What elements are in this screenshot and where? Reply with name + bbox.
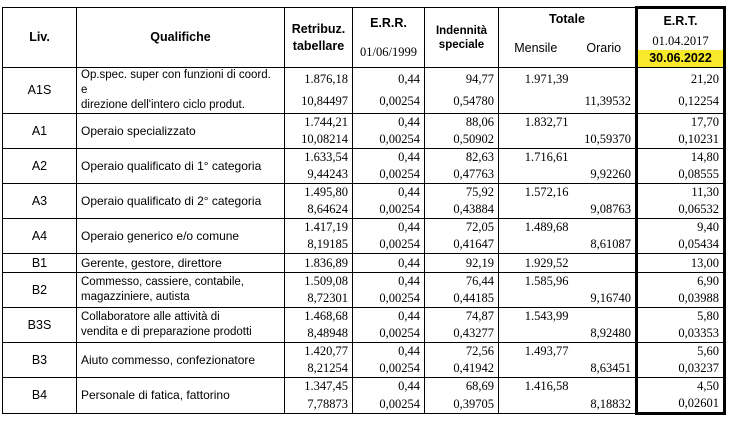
cell-err-hourly: 0,00254 [353,131,425,149]
cell-ert-hourly: 0,10231 [637,131,725,149]
cell-orario [573,254,637,273]
header-ert-label: E.R.T. [663,14,698,28]
cell-indennita-hourly: 0,43884 [425,201,499,219]
cell-retribuz: 1.509,08 [285,273,353,291]
cell-orario: 8,18832 [573,395,637,414]
cell-mensile: 1.832,71 [499,114,573,132]
cell-ert-hourly: 0,03988 [637,290,725,308]
cell-liv: A1 [3,114,77,149]
cell-retribuz-hourly: 8,48948 [285,325,353,343]
cell-retribuz-hourly: 9,44243 [285,166,353,184]
cell-orario: 10,59370 [573,131,637,149]
cell-liv: A1S [3,68,77,114]
header-row [3,8,725,31]
cell-qualifica-line2: magazziniere, autista [81,291,190,303]
cell-liv: A3 [3,184,77,219]
cell-mensile: 1.716,61 [499,149,573,167]
cell-err: 0,44 [353,343,425,361]
cell-liv: B3 [3,343,77,378]
header-retribuz [285,8,353,68]
header-qualifiche: Qualifiche [77,8,285,68]
cell-mensile: 1.971,39 [499,68,573,91]
cell-err: 0,44 [353,254,425,273]
header-indennita [425,8,499,68]
cell-err: 0,44 [353,184,425,202]
cell-ert: 17,70 [637,114,725,132]
cell-qualifica-line1: Commesso, cassiere, contabile, [81,276,244,288]
cell-liv: B3S [3,308,77,343]
cell-indennita-hourly: 0,54780 [425,91,499,114]
cell-retribuz: 1.633,54 [285,149,353,167]
cell-qualifica: Gerente, gestore, direttore [77,254,285,273]
cell-err-hourly: 0,00254 [353,395,425,414]
cell-err-hourly: 0,00254 [353,360,425,378]
cell-ert: 4,50 [637,378,725,396]
cell-mensile: 1.585,96 [499,273,573,291]
header-mensile: Mensile [499,30,573,67]
header-totale: Totale [499,8,637,31]
header-err-label: E.R.R. [370,15,407,30]
cell-mensile: 1.489,68 [499,219,573,237]
cell-err: 0,44 [353,378,425,396]
cell-ert: 13,00 [637,254,725,273]
cell-retribuz-hourly: 10,84497 [285,91,353,114]
cell-indennita-hourly: 0,43277 [425,325,499,343]
cell-retribuz-hourly: 10,08214 [285,131,353,149]
cell-retribuz-hourly: 8,19185 [285,236,353,254]
cell-mensile-empty [499,201,573,219]
table-body [3,68,725,414]
cell-orario-empty [573,114,637,132]
cell-mensile: 1.572,16 [499,184,573,202]
cell-mensile-empty [499,166,573,184]
cell-indennita: 76,44 [425,273,499,291]
cell-err: 0,44 [353,273,425,291]
cell-err-hourly: 0,00254 [353,325,425,343]
cell-liv: B4 [3,378,77,414]
table-row [3,343,725,361]
cell-qualifica-line2: direzione dell'intero ciclo produt. [81,99,245,111]
cell-qualifica: Operaio qualificato di 2° categoria [77,184,285,219]
cell-err-hourly: 0,00254 [353,166,425,184]
table-row [3,114,725,132]
cell-ert-hourly: 0,08555 [637,166,725,184]
cell-mensile-empty [499,290,573,308]
cell-ert: 5,60 [637,343,725,361]
cell-err-hourly: 0,00254 [353,236,425,254]
cell-mensile-empty [499,131,573,149]
cell-ert-hourly: 0,02601 [637,395,725,414]
cell-orario-empty [573,343,637,361]
cell-retribuz-hourly: 8,72301 [285,290,353,308]
cell-err-hourly: 0,00254 [353,91,425,114]
cell-ert: 21,20 [637,68,725,91]
cell-mensile: 1.543,99 [499,308,573,326]
cell-orario: 9,08763 [573,201,637,219]
cell-liv: A4 [3,219,77,254]
cell-orario: 8,61087 [573,236,637,254]
cell-ert: 5,80 [637,308,725,326]
cell-retribuz: 1.420,77 [285,343,353,361]
cell-qualifica [77,308,285,343]
cell-orario: 8,92480 [573,325,637,343]
cell-liv: B1 [3,254,77,273]
cell-retribuz-hourly: 8,21254 [285,360,353,378]
cell-qualifica: Operaio generico e/o comune [77,219,285,254]
cell-ert-hourly: 0,03237 [637,360,725,378]
cell-mensile-empty [499,360,573,378]
cell-err: 0,44 [353,149,425,167]
cell-indennita: 88,06 [425,114,499,132]
cell-indennita-hourly: 0,39705 [425,395,499,414]
cell-ert: 11,30 [637,184,725,202]
cell-retribuz-hourly: 7,78873 [285,395,353,414]
cell-indennita-hourly: 0,50902 [425,131,499,149]
cell-orario: 9,16740 [573,290,637,308]
cell-indennita-hourly: 0,41942 [425,360,499,378]
cell-orario-empty [573,184,637,202]
cell-ert: 9,40 [637,219,725,237]
cell-orario: 11,39532 [573,91,637,114]
cell-qualifica: Operaio specializzato [77,114,285,149]
header-ert-date-highlight: 30.06.2022 [638,50,723,67]
cell-retribuz: 1.744,21 [285,114,353,132]
cell-qualifica-line2: vendita e di preparazione prodotti [81,326,252,338]
cell-orario-empty [573,273,637,291]
cell-retribuz: 1.876,18 [285,68,353,91]
cell-ert: 14,80 [637,149,725,167]
cell-liv: A2 [3,149,77,184]
cell-qualifica [77,68,285,114]
cell-retribuz: 1.417,19 [285,219,353,237]
pay-table-container [2,6,726,415]
cell-indennita-hourly: 0,47763 [425,166,499,184]
table-row [3,254,725,273]
cell-orario: 9,92260 [573,166,637,184]
cell-indennita-hourly: 0,41647 [425,236,499,254]
cell-indennita: 74,87 [425,308,499,326]
cell-liv: B2 [3,273,77,308]
cell-indennita: 75,92 [425,184,499,202]
header-liv: Liv. [3,8,77,68]
cell-ert-hourly: 0,06532 [637,201,725,219]
cell-orario-empty [573,149,637,167]
cell-err: 0,44 [353,219,425,237]
cell-ert-hourly: 0,12254 [637,91,725,114]
cell-ert-hourly: 0,05434 [637,236,725,254]
cell-orario-empty [573,308,637,326]
cell-err: 0,44 [353,114,425,132]
cell-indennita: 82,63 [425,149,499,167]
cell-retribuz: 1.495,80 [285,184,353,202]
cell-err: 0,44 [353,68,425,91]
header-err-date: 01/06/1999 [360,44,417,59]
cell-retribuz-hourly: 8,64624 [285,201,353,219]
table-row [3,68,725,91]
header-indennita-line2: speciale [438,38,485,51]
cell-err-hourly: 0,00254 [353,201,425,219]
cell-orario-empty [573,68,637,91]
header-ert [637,8,725,68]
cell-qualifica: Operaio qualificato di 1° categoria [77,149,285,184]
cell-orario-empty [573,219,637,237]
header-orario: Orario [573,30,637,67]
table-row [3,273,725,291]
cell-mensile-empty [499,395,573,414]
cell-qualifica [77,273,285,308]
cell-indennita: 72,05 [425,219,499,237]
cell-indennita-hourly: 0,44185 [425,290,499,308]
cell-ert-hourly: 0,03353 [637,325,725,343]
cell-retribuz: 1.836,89 [285,254,353,273]
cell-err-hourly: 0,00254 [353,290,425,308]
table-row [3,308,725,326]
cell-retribuz: 1.468,68 [285,308,353,326]
cell-mensile-empty [499,91,573,114]
pay-scale-table [2,6,726,415]
cell-qualifica-line1: Op.spec. super con funzioni di coord. e [81,69,271,96]
cell-mensile: 1.493,77 [499,343,573,361]
table-row [3,378,725,396]
cell-ert: 6,90 [637,273,725,291]
cell-indennita: 92,19 [425,254,499,273]
header-ert-date: 01.04.2017 [652,34,709,48]
table-row [3,184,725,202]
header-retribuz-line1: Retribuz. [291,21,346,36]
cell-indennita: 72,56 [425,343,499,361]
cell-indennita: 68,69 [425,378,499,396]
cell-err: 0,44 [353,308,425,326]
table-row [3,219,725,237]
cell-indennita: 94,77 [425,68,499,91]
header-indennita-line1: Indennità [435,24,488,37]
cell-orario-empty [573,378,637,396]
cell-mensile: 1.416,58 [499,378,573,396]
cell-orario: 8,63451 [573,360,637,378]
cell-mensile: 1.929,52 [499,254,573,273]
cell-retribuz: 1.347,45 [285,378,353,396]
cell-qualifica: Aiuto commesso, confezionatore [77,343,285,378]
header-retribuz-line2: tabellare [292,38,345,53]
cell-qualifica: Personale di fatica, fattorino [77,378,285,414]
cell-mensile-empty [499,325,573,343]
header-err [353,8,425,68]
cell-qualifica-line1: Collaboratore alle attività di [81,311,220,323]
table-row [3,149,725,167]
cell-mensile-empty [499,236,573,254]
